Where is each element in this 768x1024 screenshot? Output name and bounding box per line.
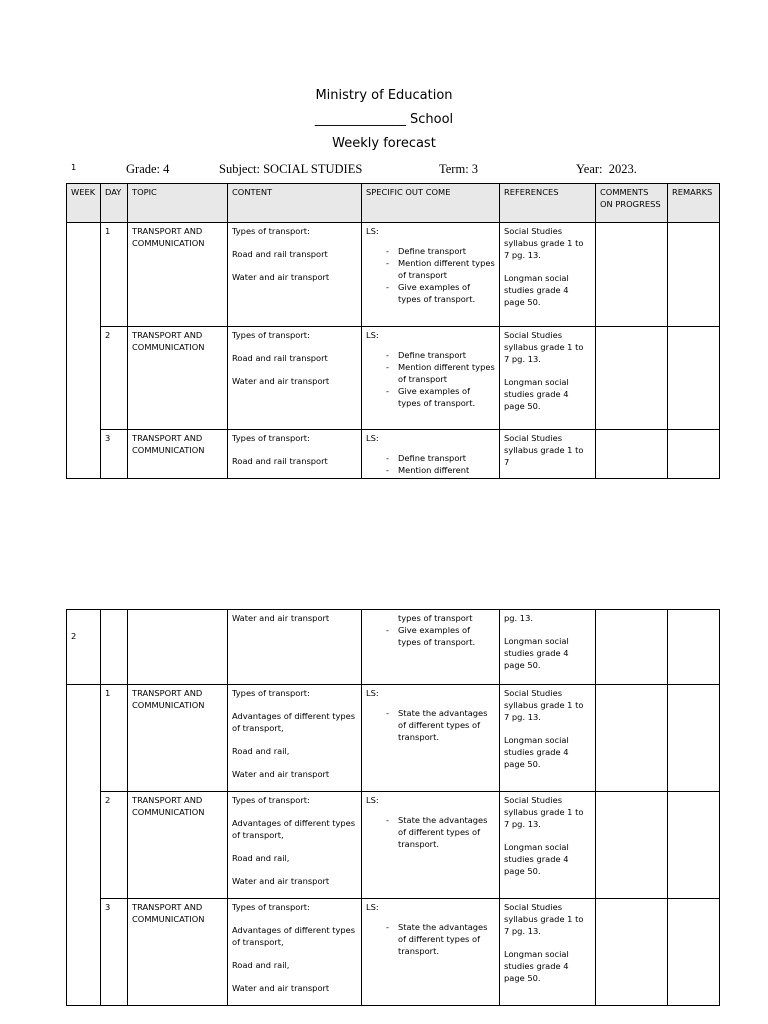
- grade-label: Grade: 4: [126, 162, 170, 176]
- content-line: Water and air transport: [232, 376, 330, 386]
- content-line: Road and rail,: [232, 960, 290, 970]
- content-line: Advantages of different types of transport,: [232, 711, 356, 733]
- comments-cell: [596, 327, 668, 430]
- day-cell: [101, 610, 128, 685]
- outcome-item: - State the advantages of different types of transport.: [386, 921, 495, 957]
- content-line: Types of transport:: [232, 902, 310, 912]
- week-cell: [67, 610, 101, 685]
- topic-cell: TRANSPORT AND COMMUNICATION: [128, 223, 228, 327]
- references-cell: [500, 792, 596, 899]
- remarks-cell: [668, 327, 720, 430]
- outcome-item: - State the advantages of different types of transport.: [386, 707, 495, 743]
- content-line: Types of transport:: [232, 433, 310, 443]
- outcome-item: - Define transport: [386, 245, 495, 257]
- reference-line: Longman social studies grade 4 page 50.: [504, 735, 569, 769]
- col-header-references: REFERENCES: [500, 184, 596, 223]
- reference-line: Social Studies syllabus grade 1 to 7 pg. 13.: [504, 902, 584, 936]
- content-cell: [228, 899, 362, 1006]
- topic-cell: TRANSPORT AND COMMUNICATION: [128, 685, 228, 792]
- forecast-table-page2: [66, 609, 720, 1006]
- table-header-row: [67, 184, 720, 223]
- outcome-cell: [362, 430, 500, 479]
- comments-cell: [596, 899, 668, 1006]
- outcome-cell: [362, 223, 500, 327]
- outcome-cell: [362, 610, 500, 685]
- table-row: [67, 685, 720, 792]
- content-line: Types of transport:: [232, 795, 310, 805]
- day-cell: 2: [101, 327, 128, 430]
- content-line: Types of transport:: [232, 226, 310, 236]
- day-cell: 1: [101, 685, 128, 792]
- outcome-continued-line: types of transport: [398, 613, 473, 623]
- outcome-item: - Give examples of types of transport.: [386, 281, 495, 305]
- comments-cell: [596, 792, 668, 899]
- reference-line: Social Studies syllabus grade 1 to 7 pg. 13.: [504, 330, 584, 364]
- day-cell: 1: [101, 223, 128, 327]
- col-header-content: CONTENT: [228, 184, 362, 223]
- outcome-cell: [362, 327, 500, 430]
- reference-line: Longman social studies grade 4 page 50.: [504, 273, 569, 307]
- content-cell: [228, 685, 362, 792]
- outcome-item: - Give examples of types of transport.: [386, 385, 495, 409]
- topic-cell: TRANSPORT AND COMMUNICATION: [128, 899, 228, 1006]
- remarks-cell: [668, 899, 720, 1006]
- content-line: Water and air transport: [232, 613, 330, 623]
- references-cell: [500, 899, 596, 1006]
- remarks-cell: [668, 430, 720, 479]
- year-label: Year: 2023.: [576, 162, 637, 176]
- topic-cell: TRANSPORT AND COMMUNICATION: [128, 327, 228, 430]
- references-cell: [500, 610, 596, 685]
- topic-cell: TRANSPORT AND COMMUNICATION: [128, 430, 228, 479]
- col-header-remarks: REMARKS: [668, 184, 720, 223]
- reference-line: Social Studies syllabus grade 1 to 7 pg. 13.: [504, 688, 584, 722]
- table-row: [67, 899, 720, 1006]
- references-cell: [500, 327, 596, 430]
- day-cell: 3: [101, 899, 128, 1006]
- reference-line: Longman social studies grade 4 page 50.: [504, 636, 569, 670]
- outcome-item: - Give examples of types of transport.: [386, 624, 495, 648]
- content-line: Road and rail transport: [232, 456, 328, 466]
- topic-cell: [128, 610, 228, 685]
- outcome-item: - State the advantages of different types of transport.: [386, 814, 495, 850]
- ls-label: LS:: [366, 330, 379, 340]
- content-cell: [228, 223, 362, 327]
- content-cell: [228, 792, 362, 899]
- content-line: Water and air transport: [232, 876, 330, 886]
- content-line: Road and rail,: [232, 853, 290, 863]
- term-label: Term: 3: [439, 162, 479, 176]
- remarks-cell: [668, 685, 720, 792]
- reference-line: pg. 13.: [504, 613, 534, 623]
- ministry-heading: Ministry of Education: [315, 88, 453, 103]
- outcome-cell: [362, 792, 500, 899]
- outcome-item: - Mention different types of transport: [386, 361, 495, 385]
- remarks-cell: [668, 223, 720, 327]
- reference-line: Longman social studies grade 4 page 50.: [504, 377, 569, 411]
- week-number: 2: [71, 631, 77, 641]
- comments-cell: [596, 430, 668, 479]
- references-cell: [500, 223, 596, 327]
- ls-label: LS:: [366, 226, 379, 236]
- ls-label: LS:: [366, 902, 379, 912]
- reference-line: Longman social studies grade 4 page 50.: [504, 842, 569, 876]
- remarks-cell: [668, 792, 720, 899]
- week-cell: [67, 631, 101, 1006]
- comments-cell: [596, 685, 668, 792]
- table-row: [67, 430, 720, 479]
- content-line: Road and rail,: [232, 746, 290, 756]
- content-cell: [228, 430, 362, 479]
- outcome-cell: [362, 685, 500, 792]
- ls-label: LS:: [366, 795, 379, 805]
- content-line: Advantages of different types of transport,: [232, 925, 356, 947]
- reference-line: Social Studies syllabus grade 1 to 7 pg. 13.: [504, 795, 584, 829]
- subject-label: Subject: SOCIAL STUDIES: [219, 162, 363, 176]
- col-header-outcome: SPECIFIC OUT COME: [362, 184, 500, 223]
- reference-line: Social Studies syllabus grade 1 to 7: [504, 433, 584, 467]
- content-line: Types of transport:: [232, 330, 310, 340]
- col-header-topic: TOPIC: [128, 184, 228, 223]
- forecast-heading: Weekly forecast: [332, 136, 436, 151]
- outcome-item: - Define transport: [386, 452, 495, 464]
- table-row: [67, 792, 720, 899]
- outcome-item: - Define transport: [386, 349, 495, 361]
- table-row: [67, 327, 720, 430]
- reference-line: Longman social studies grade 4 page 50.: [504, 949, 569, 983]
- ls-label: LS:: [366, 433, 379, 443]
- ls-label: LS:: [366, 688, 379, 698]
- content-cell: [228, 327, 362, 430]
- remarks-cell: [668, 610, 720, 685]
- outcome-cell: [362, 899, 500, 1006]
- school-heading: [0, 112, 768, 127]
- outcome-item: - Mention different: [386, 464, 495, 476]
- content-line: Water and air transport: [232, 272, 330, 282]
- content-cell: [228, 610, 362, 685]
- col-header-day: DAY: [101, 184, 128, 223]
- comments-cell: [596, 223, 668, 327]
- col-header-comments: COMMENTS ON PROGRESS: [596, 184, 668, 223]
- day-cell: 2: [101, 792, 128, 899]
- outcome-item: - Mention different types of transport: [386, 257, 495, 281]
- content-line: Road and rail transport: [232, 249, 328, 259]
- day-cell: 3: [101, 430, 128, 479]
- content-line: Road and rail transport: [232, 353, 328, 363]
- references-cell: [500, 430, 596, 479]
- content-line: Water and air transport: [232, 769, 330, 779]
- col-header-week: WEEK: [67, 184, 101, 223]
- content-line: Water and air transport: [232, 983, 330, 993]
- comments-cell: [596, 610, 668, 685]
- school-name-blank: ______________: [314, 112, 406, 127]
- content-line: Types of transport:: [232, 688, 310, 698]
- topic-cell: TRANSPORT AND COMMUNICATION: [128, 792, 228, 899]
- content-line: Advantages of different types of transport,: [232, 818, 356, 840]
- reference-line: Social Studies syllabus grade 1 to 7 pg. 13.: [504, 226, 584, 260]
- table-row: [67, 223, 720, 327]
- week-number: 1: [71, 161, 77, 172]
- references-cell: [500, 685, 596, 792]
- table-row: [67, 610, 720, 685]
- school-label: School: [409, 112, 454, 127]
